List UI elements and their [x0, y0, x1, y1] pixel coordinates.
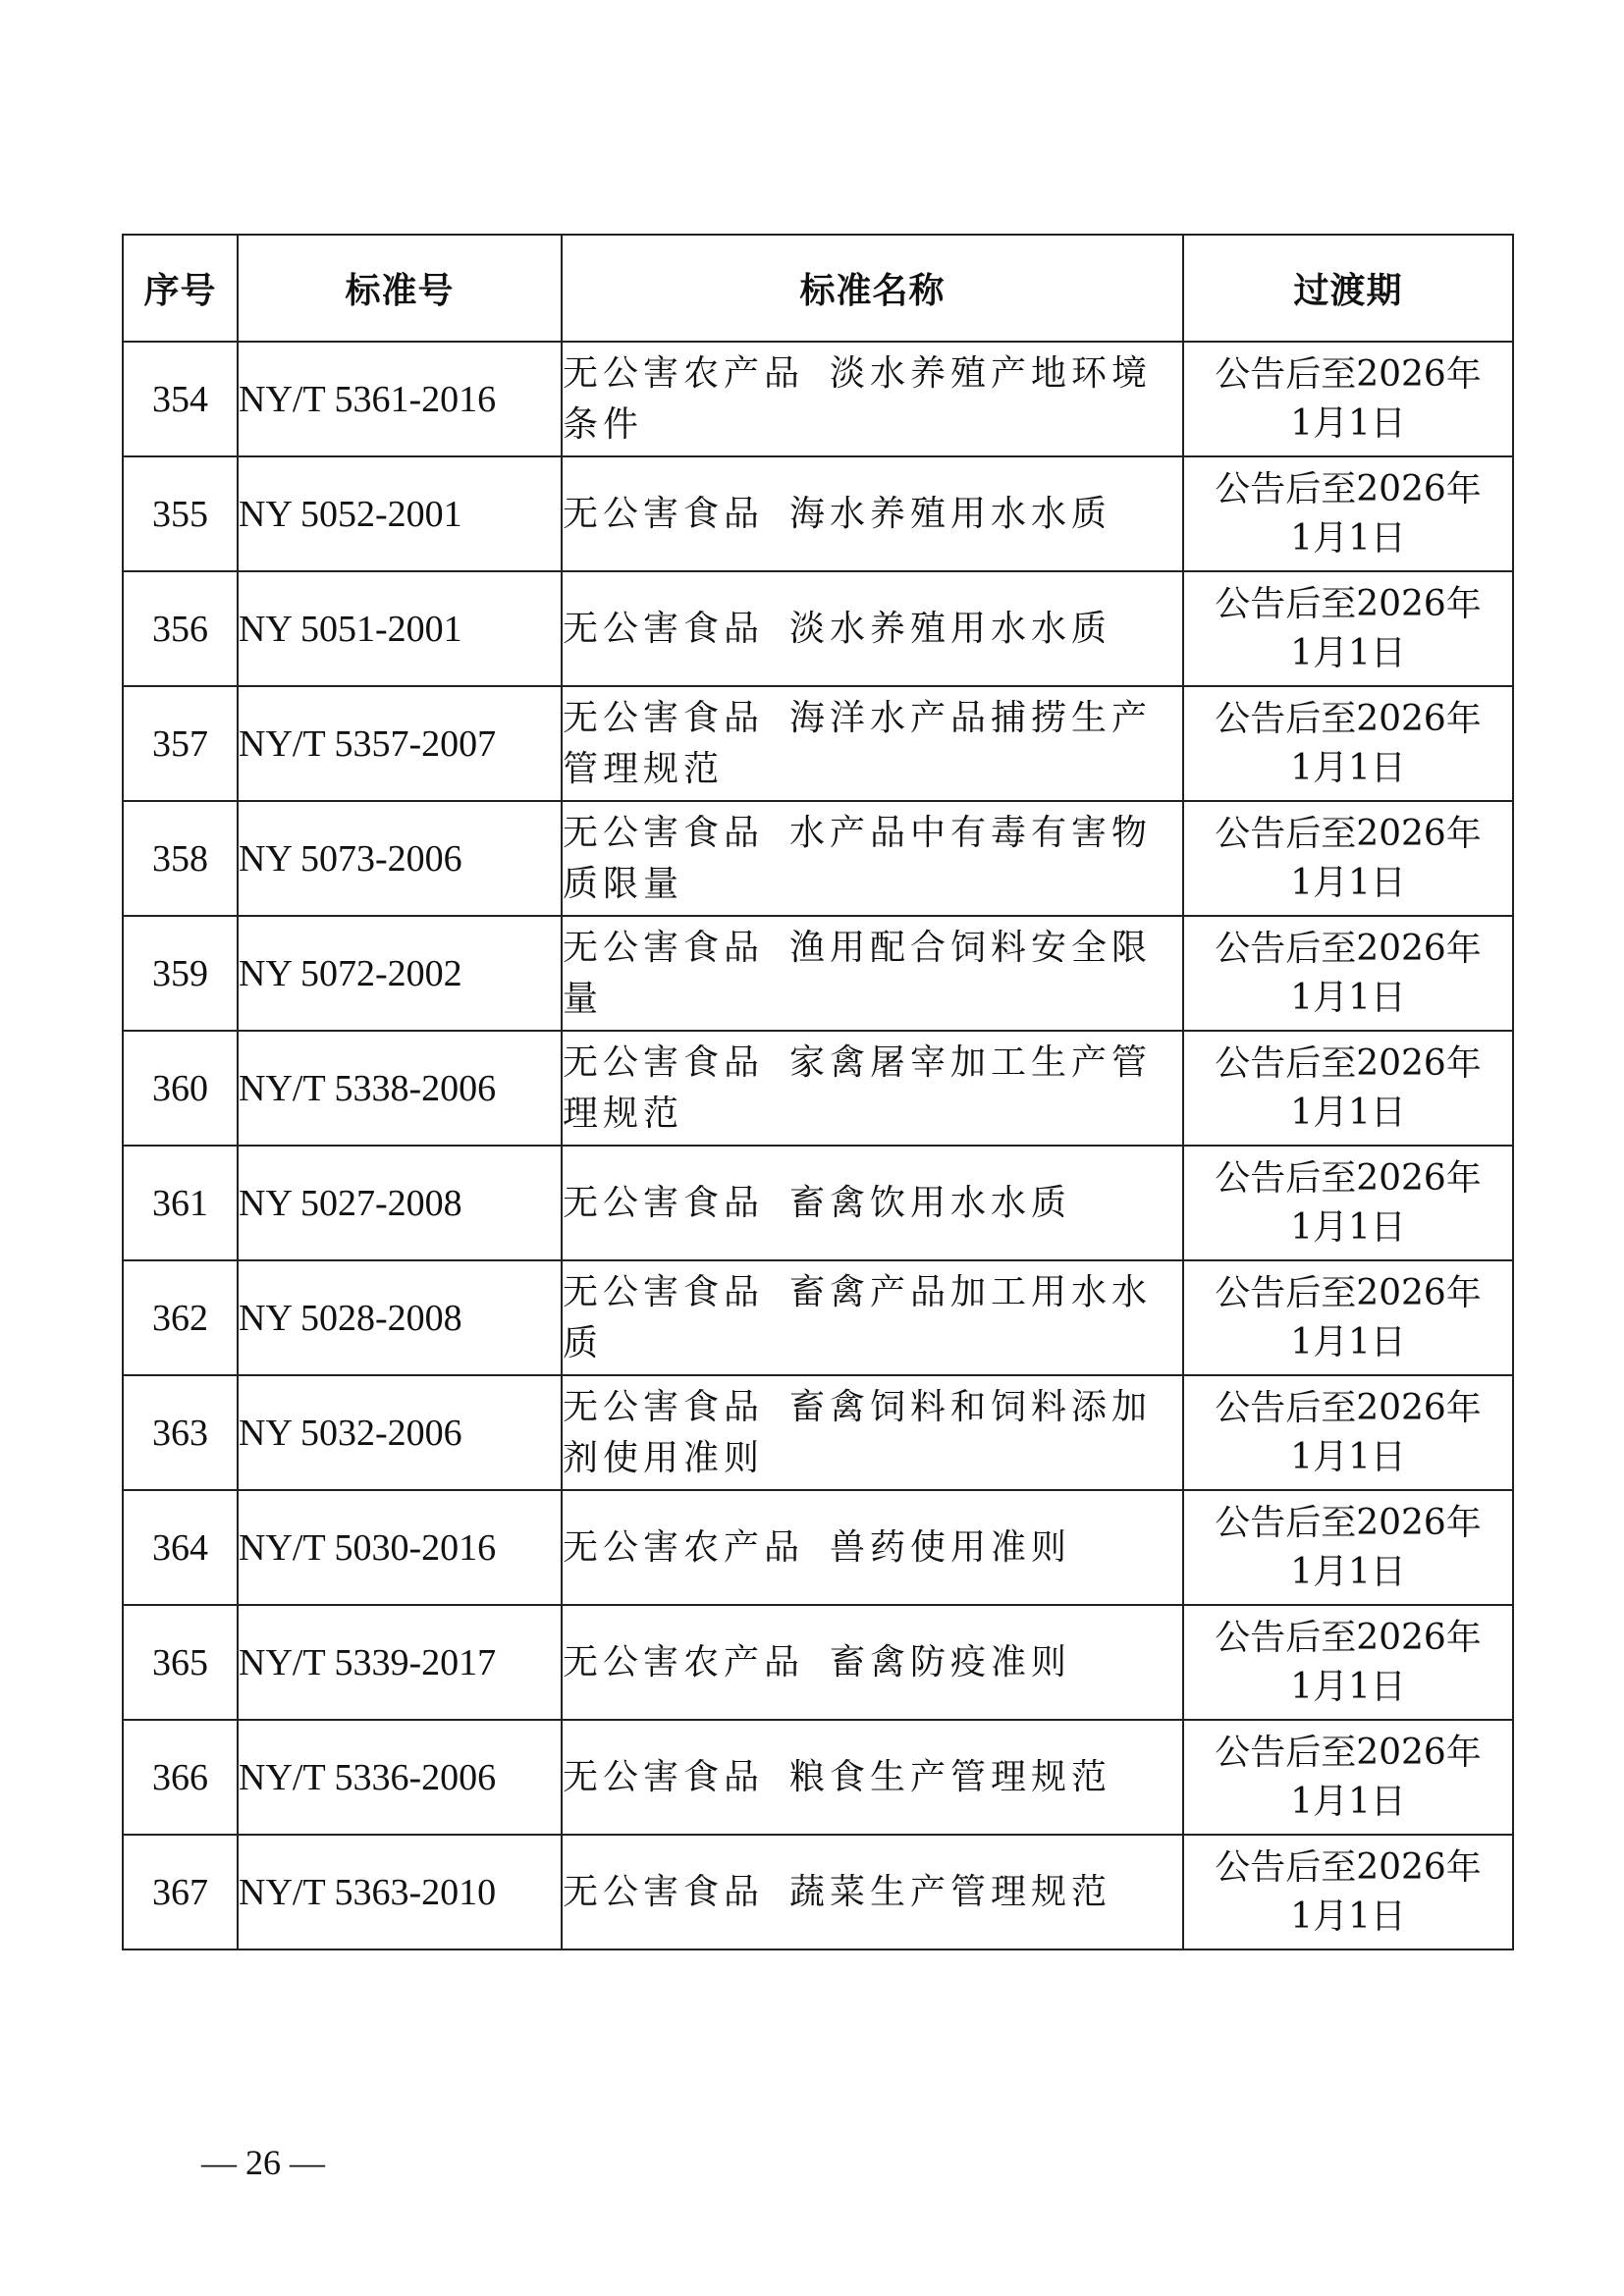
- table-row: [123, 1720, 1513, 1835]
- cell-seq: 357: [123, 686, 238, 801]
- cell-standard-code: NY/T 5030-2016: [238, 1490, 562, 1605]
- table-row: [123, 1835, 1513, 1949]
- standard-category: 无公害食品: [563, 927, 765, 968]
- cell-standard-code: NY 5028-2008: [238, 1260, 562, 1375]
- cell-seq: 367: [123, 1835, 238, 1949]
- cell-transition: [1183, 1375, 1513, 1490]
- cell-standard-code: NY 5072-2002: [238, 916, 562, 1031]
- transition-line-2: 1月1日: [1290, 862, 1406, 903]
- cell-transition: [1183, 342, 1513, 456]
- cell-standard-name: [562, 571, 1183, 686]
- cell-transition: [1183, 1490, 1513, 1605]
- standard-category: 无公害食品: [563, 608, 765, 649]
- page-number: — 26 —: [201, 2143, 325, 2182]
- cell-standard-name: [562, 342, 1183, 456]
- standard-subject: 家禽屠宰加工生产管理规范: [563, 1041, 1153, 1134]
- transition-line-1: 公告后至2026年: [1215, 813, 1482, 854]
- table-row: [123, 1260, 1513, 1375]
- header-transition: 过渡期: [1183, 235, 1513, 342]
- cell-standard-name: [562, 456, 1183, 571]
- transition-line-2: 1月1日: [1290, 1206, 1406, 1248]
- transition-line-2: 1月1日: [1290, 632, 1406, 673]
- transition-line-1: 公告后至2026年: [1215, 698, 1482, 739]
- cell-transition: [1183, 1146, 1513, 1260]
- table-row: [123, 916, 1513, 1031]
- standard-category: 无公害食品: [563, 697, 765, 738]
- cell-standard-name: [562, 1375, 1183, 1490]
- transition-line-2: 1月1日: [1290, 1896, 1406, 1937]
- table-row: [123, 1375, 1513, 1490]
- standard-subject: 海洋水产品捕捞生产管理规范: [563, 697, 1153, 789]
- standard-category: 无公害农产品: [563, 1526, 805, 1568]
- transition-line-1: 公告后至2026年: [1215, 468, 1482, 509]
- cell-standard-name: [562, 686, 1183, 801]
- cell-standard-name: [562, 1031, 1183, 1146]
- standard-subject: 粮食生产管理规范: [789, 1756, 1112, 1797]
- cell-transition: [1183, 1031, 1513, 1146]
- cell-standard-code: NY 5027-2008: [238, 1146, 562, 1260]
- cell-standard-name: [562, 1490, 1183, 1605]
- cell-standard-code: NY 5051-2001: [238, 571, 562, 686]
- standard-subject: 畜禽产品加工用水水质: [563, 1271, 1153, 1363]
- cell-seq: 355: [123, 456, 238, 571]
- cell-standard-name: [562, 801, 1183, 916]
- cell-transition: [1183, 1260, 1513, 1375]
- standard-subject: 畜禽防疫准则: [830, 1641, 1072, 1682]
- cell-standard-code: NY/T 5361-2016: [238, 342, 562, 456]
- cell-seq: 364: [123, 1490, 238, 1605]
- cell-seq: 366: [123, 1720, 238, 1835]
- cell-seq: 360: [123, 1031, 238, 1146]
- cell-seq: 362: [123, 1260, 238, 1375]
- standard-category: 无公害食品: [563, 493, 765, 534]
- standard-subject: 淡水养殖用水水质: [789, 608, 1112, 649]
- cell-standard-code: NY/T 5363-2010: [238, 1835, 562, 1949]
- transition-line-1: 公告后至2026年: [1215, 1502, 1482, 1543]
- standard-subject: 水产品中有毒有害物质限量: [563, 812, 1153, 904]
- cell-transition: [1183, 801, 1513, 916]
- cell-standard-code: NY/T 5357-2007: [238, 686, 562, 801]
- transition-line-1: 公告后至2026年: [1215, 1042, 1482, 1084]
- cell-standard-code: NY/T 5338-2006: [238, 1031, 562, 1146]
- cell-standard-code: NY 5032-2006: [238, 1375, 562, 1490]
- cell-transition: [1183, 916, 1513, 1031]
- transition-line-2: 1月1日: [1290, 517, 1406, 559]
- cell-standard-code: NY/T 5336-2006: [238, 1720, 562, 1835]
- transition-line-1: 公告后至2026年: [1215, 583, 1482, 624]
- table-row: [123, 456, 1513, 571]
- standard-category: 无公害食品: [563, 1871, 765, 1912]
- table-body: [123, 342, 1513, 1949]
- cell-seq: 359: [123, 916, 238, 1031]
- standard-category: 无公害食品: [563, 1271, 765, 1312]
- standard-category: 无公害食品: [563, 812, 765, 853]
- header-code: 标准号: [238, 235, 562, 342]
- standard-subject: 兽药使用准则: [830, 1526, 1072, 1568]
- standard-subject: 淡水养殖产地环境条件: [563, 352, 1153, 445]
- cell-standard-name: [562, 916, 1183, 1031]
- transition-line-1: 公告后至2026年: [1215, 1732, 1482, 1773]
- cell-seq: 363: [123, 1375, 238, 1490]
- transition-line-2: 1月1日: [1290, 402, 1406, 444]
- cell-seq: 354: [123, 342, 238, 456]
- table-row: [123, 1490, 1513, 1605]
- transition-line-1: 公告后至2026年: [1215, 1846, 1482, 1888]
- transition-line-2: 1月1日: [1290, 1436, 1406, 1477]
- table-header-row: [123, 235, 1513, 342]
- standard-category: 无公害农产品: [563, 352, 805, 394]
- cell-standard-name: [562, 1260, 1183, 1375]
- standard-category: 无公害食品: [563, 1756, 765, 1797]
- table-row: [123, 686, 1513, 801]
- cell-seq: 358: [123, 801, 238, 916]
- cell-standard-name: [562, 1835, 1183, 1949]
- transition-line-1: 公告后至2026年: [1215, 1157, 1482, 1199]
- cell-transition: [1183, 1720, 1513, 1835]
- transition-line-2: 1月1日: [1290, 1092, 1406, 1133]
- transition-line-1: 公告后至2026年: [1215, 928, 1482, 969]
- cell-seq: 356: [123, 571, 238, 686]
- standard-subject: 渔用配合饲料安全限量: [563, 927, 1153, 1019]
- header-seq: 序号: [123, 235, 238, 342]
- cell-standard-name: [562, 1720, 1183, 1835]
- transition-line-1: 公告后至2026年: [1215, 1272, 1482, 1313]
- transition-line-2: 1月1日: [1290, 1321, 1406, 1362]
- cell-standard-name: [562, 1146, 1183, 1260]
- cell-standard-code: NY 5073-2006: [238, 801, 562, 916]
- table-row: [123, 571, 1513, 686]
- table-row: [123, 1146, 1513, 1260]
- cell-transition: [1183, 686, 1513, 801]
- header-name: 标准名称: [562, 235, 1183, 342]
- standard-category: 无公害食品: [563, 1182, 765, 1223]
- cell-transition: [1183, 456, 1513, 571]
- standard-subject: 畜禽饲料和饲料添加剂使用准则: [563, 1386, 1153, 1478]
- cell-standard-code: NY/T 5339-2017: [238, 1605, 562, 1720]
- cell-transition: [1183, 1605, 1513, 1720]
- transition-line-2: 1月1日: [1290, 1781, 1406, 1822]
- transition-line-2: 1月1日: [1290, 747, 1406, 788]
- transition-line-1: 公告后至2026年: [1215, 353, 1482, 395]
- transition-line-2: 1月1日: [1290, 1551, 1406, 1592]
- standard-category: 无公害食品: [563, 1041, 765, 1083]
- cell-standard-code: NY 5052-2001: [238, 456, 562, 571]
- cell-transition: [1183, 1835, 1513, 1949]
- cell-transition: [1183, 571, 1513, 686]
- transition-line-2: 1月1日: [1290, 977, 1406, 1018]
- standard-category: 无公害农产品: [563, 1641, 805, 1682]
- table-row: [123, 801, 1513, 916]
- standard-subject: 畜禽饮用水水质: [789, 1182, 1072, 1223]
- cell-standard-name: [562, 1605, 1183, 1720]
- standard-category: 无公害食品: [563, 1386, 765, 1427]
- standard-subject: 蔬菜生产管理规范: [789, 1871, 1112, 1912]
- cell-seq: 365: [123, 1605, 238, 1720]
- standard-subject: 海水养殖用水水质: [789, 493, 1112, 534]
- table-row: [123, 1031, 1513, 1146]
- cell-seq: 361: [123, 1146, 238, 1260]
- transition-line-2: 1月1日: [1290, 1666, 1406, 1707]
- transition-line-1: 公告后至2026年: [1215, 1617, 1482, 1658]
- standards-table: [122, 234, 1514, 1950]
- table-row: [123, 1605, 1513, 1720]
- table-row: [123, 342, 1513, 456]
- transition-line-1: 公告后至2026年: [1215, 1387, 1482, 1428]
